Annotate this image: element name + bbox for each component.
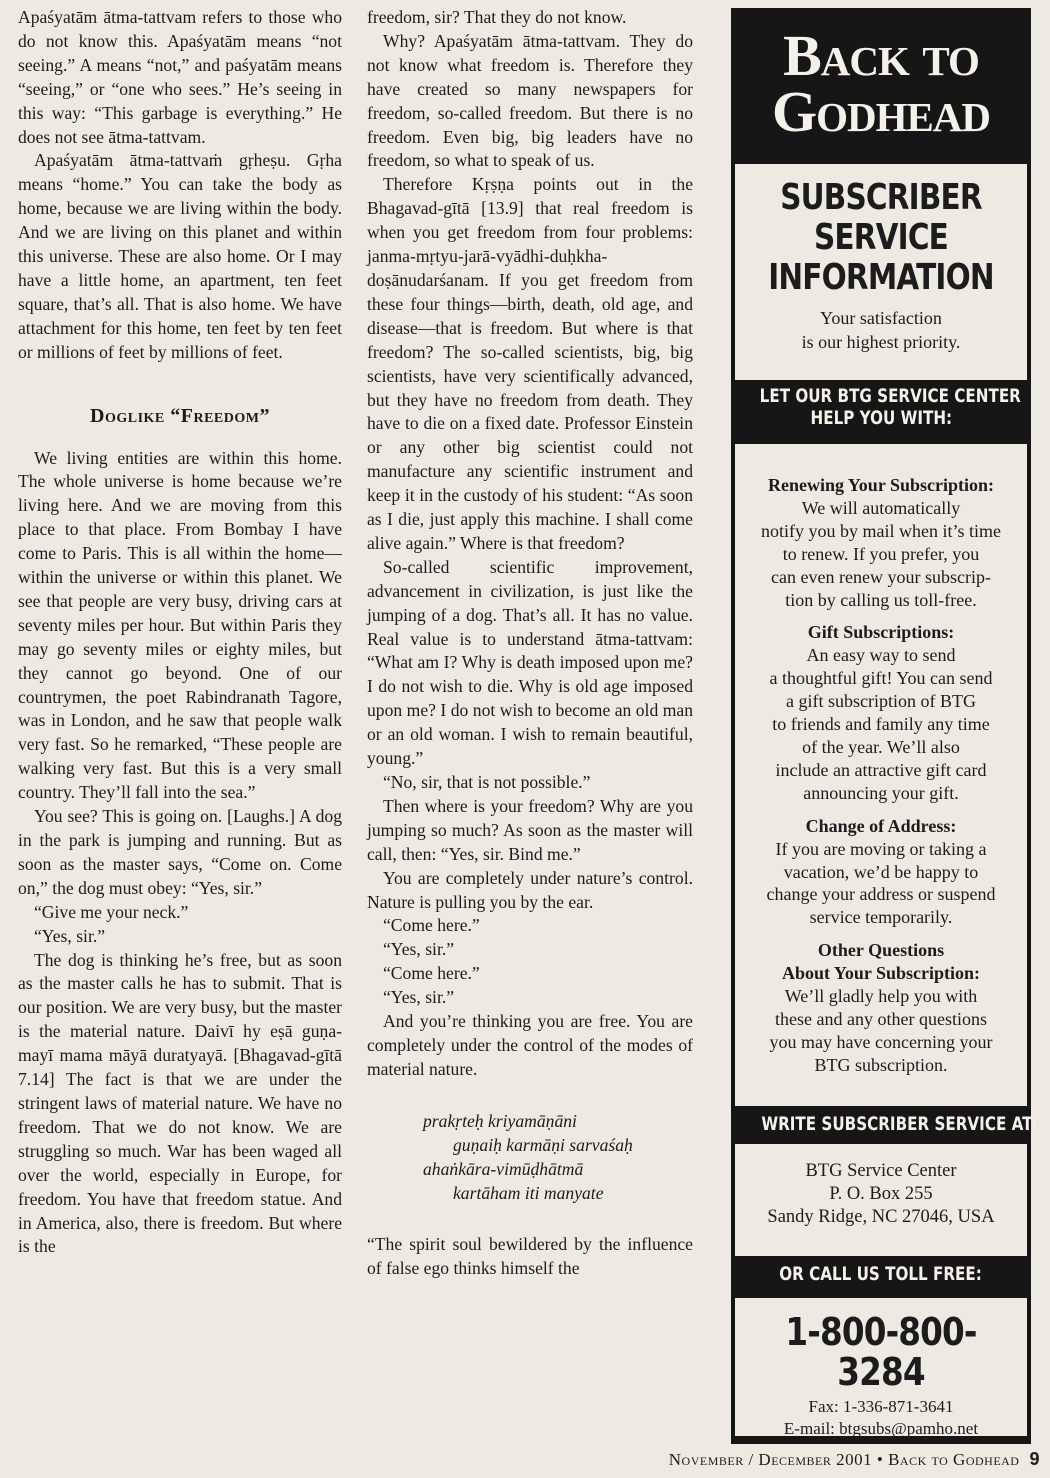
service-title: About Your Subscription: [781,963,981,984]
paragraph: “Come here.” [383,963,480,984]
article-column-1 [18,6,342,1259]
page-number: 9 [1029,1449,1040,1469]
subscriber-service-heading [761,178,1000,298]
subscriber-service-sidebar [731,8,1038,1444]
service-text: If you are moving or taking a [775,838,987,859]
subtitle-line: Your satisfaction [820,308,942,328]
phone-panel [735,1298,1027,1436]
page-footer [0,1449,1040,1470]
label-line: OR CALL US TOLL FREE: [779,1264,983,1285]
paragraph: You see? This is going on. [Laughs.] A dog in the park is jumping and running. But as soon as the master says, “Come on. Come on,” the dog must obey: “Yes, sir.” [18,806,342,898]
paragraph: Therefore Kṛṣṇa points out in the Bhagavad-gītā [13.9] that real freedom is when you get freedom from four problems: janma-mṛtyu-jarā-vyādhi-duḥkha-doṣānudarśanam. If you get freedom from these four things—birth, death, old age, and disease—that is freedom. But where is that freedom? The so-called scientists, big, big scientists, have very scientifically advanced, but they have no freedom from death. They have to die on a fixed date. Professor Einstein or any other big scientist could not manufacture any scientific instrument and keep it in the custody of his student: “As soon as I die, just apply this machine. I shall come alive again.” Where is that freedom? [367,174,693,553]
verse-line: kartāham iti manyate [453,1182,604,1203]
service-title: Renewing Your Subscription: [767,475,995,495]
paragraph: freedom, sir? That they do not know. [367,7,627,27]
label-line: LET OUR BTG SERVICE CENTER [759,386,1021,407]
address-line: BTG Service Center [805,1161,957,1181]
heading-line: INFORMATION [768,257,994,298]
service-item-address [735,815,1027,930]
address-line: P. O. Box 255 [829,1184,933,1204]
logo-line: Back to [783,23,979,88]
service-title: Gift Subscriptions: [807,622,955,643]
footer-issue: November / December 2001 • Back to Godhead [668,1450,1020,1469]
service-text: you may have concerning your [769,1031,993,1052]
paragraph: The dog is thinking he’s free, but as soon as the master calls he has to submit. That is our position. We are very busy, but the master is the material nature. Daivī hy eṣā guṇa-mayī mama māyā duratyayā. [Bhagavad-gītā 7.14] The fact is that we are under the stringent laws of material nature. We have no freedom. That we do not know. We are struggling so much. War has been waged all over the world, especially in Europe, for freedom. You have that freedom statue. And in America, also, there is freedom. But where is the [18,949,342,1257]
label-line: WRITE SUBSCRIBER SERVICE AT: [761,1114,1038,1135]
email-address: E-mail: btgsubs@pamho.net [783,1419,979,1438]
service-title: Change of Address: [805,815,957,836]
toll-free-phone: 1-800-800-3284 [785,1310,977,1394]
label-line: HELP YOU WITH: [810,408,952,429]
service-text: these and any other questions [775,1008,987,1029]
paragraph: “No, sir, that is not possible.” [383,772,591,792]
paragraph: “Give me your neck.” [34,901,189,922]
subtitle-line: is our highest priority. [801,332,961,352]
back-to-godhead-logo [731,8,1031,160]
service-text: An easy way to send [806,645,956,666]
service-text: change your address or suspend [766,884,996,905]
paragraph: “Yes, sir.” [383,939,455,960]
call-label [731,1264,1031,1286]
service-text: to friends and family any time [772,714,990,735]
service-item-gift [735,621,1027,804]
paragraph: “Come here.” [383,915,480,936]
service-text: tion by calling us toll-free. [785,589,977,610]
service-title: Other Questions [817,940,945,961]
heading-line: SERVICE [813,217,949,258]
verse-line: prakṛteḥ kriyamāṇāni [423,1110,577,1131]
write-label [731,1114,1038,1136]
paragraph: “Yes, sir.” [383,987,455,1008]
address-line: Sandy Ridge, NC 27046, USA [767,1207,995,1227]
paragraph: Apaśyatām ātma-tattvam refers to those who do not know this. Apaśyatām means “not seeing.” A means “not,” and paśyatām means “seeing,” or “one who sees.” He’s seeing in this way: “This garbage is everything.” He does not see ātma-tattvam. [18,7,342,147]
article-column-2 [367,6,693,1281]
service-text: include an attractive gift card [775,759,987,780]
satisfaction-subtitle [735,306,1027,354]
paragraph: So-called scientific improvement, advancement in civilization, is just like the jumping of a dog. That’s all. It has no value. Real value is to understand ātma-tattvam: “What am I? Why is death imposed upon me? I do not wish to die. Why is old age imposed upon me? I do not wish to become an old man or an old woman. I wish to remain beautiful, young.” [367,556,693,769]
service-text: service temporarily. [809,907,953,928]
help-label [731,386,1031,430]
services-panel [735,444,1027,1106]
paragraph: And you’re thinking you are free. You are completely under the control of the modes of material nature. [367,1011,693,1079]
paragraph: Why? Apaśyatām ātma-tattvam. They do not know what freedom is. Therefore they have created so many newspapers for freedom, so-called freedom. But there is no freedom. Even big, big leaders have no freedom, so what to speak of us. [367,30,693,171]
service-text: We will automatically [801,497,961,518]
paragraph: Then where is your freedom? Why are you jumping so much? As soon as the master will call, then: “Yes, sir. Bind me.” [367,795,693,864]
logo-line: Godhead [771,79,991,144]
service-text: a thoughtful gift! You can send [769,668,993,689]
service-text: We’ll gladly help you with [784,986,978,1007]
paragraph: “The spirit soul bewildered by the influence of false ego thinks himself the [367,1234,693,1279]
sanskrit-verse [423,1110,693,1206]
service-text: of the year. We’ll also [802,736,960,757]
verse-line: ahaṅkāra-vimūḍhātmā [423,1158,584,1179]
paragraph: “Yes, sir.” [34,925,106,946]
info-panel [735,164,1027,380]
service-text: can even renew your subscrip- [771,566,991,587]
paragraph: We living entities are within this home. The whole universe is home because we’re living here. And we are moving from this place to that place. From Bombay I have come to Paris. This is all within the home—within the universe or within this planet. We see that people are very busy, driving cars at seventy miles per hour. But within Paris they may go seventy miles or eighty miles, but they cannot go beyond. One of our countrymen, the poet Rabindranath Tagore, was in London, and he saw that people walk very fast. So he remarked, “These people are walking very fast. But this is a very small country. They’ll fall into the sea.” [18,447,342,803]
service-item-questions [735,939,1027,1076]
fax-number: Fax: 1-336-871-3641 [808,1397,954,1416]
service-item-renewing [735,474,1027,611]
service-text: vacation, we’d be happy to [783,861,979,882]
service-text: BTG subscription. [814,1054,948,1075]
paragraph: You are completely under nature’s control. Nature is pulling you by the ear. [367,867,693,912]
paragraph: Apaśyatām ātma-tattvaṁ gṛheṣu. Gṛha means “home.” You can take the body as home, because we are living within the body. And we are living on this planet and within this universe. These are also home. Or I may have a little home, an apartment, ten feet square, that’s all. That is also home. We have attachment for this home, ten feet by ten feet or millions of feet by millions of feet. [18,150,342,362]
section-heading: Doglike “Freedom” [90,404,270,427]
service-text: to renew. If you prefer, you [782,543,980,564]
service-text: a gift subscription of BTG [786,691,976,712]
service-text: notify you by mail when it’s time [761,520,1001,541]
verse-line: guṇaiḥ karmāṇi sarvaśaḥ [453,1134,633,1155]
heading-line: SUBSCRIBER [780,177,982,218]
service-text: announcing your gift. [803,782,959,803]
address-panel [735,1144,1027,1256]
